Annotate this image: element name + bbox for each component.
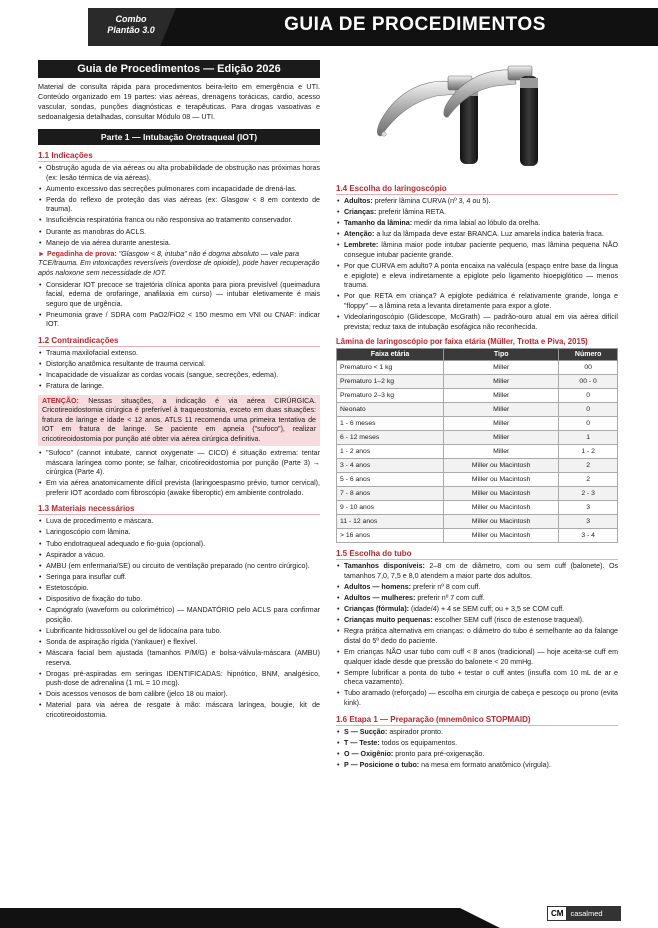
attention-label: ATENÇÃO:: [42, 396, 79, 405]
list-item-text: preferir lâmina CURVA (nº 3, 4 ou 5).: [372, 197, 491, 205]
table-cell: Miller: [444, 361, 559, 375]
table-cell: 0: [559, 403, 618, 417]
list-item: • Em via aérea anatomicamente difícil prevista (laringoespasmo prévio, tumor cervical), preferir IOT acordado com fibroscópio (awake fiberoptic) em ambiente controlado.: [38, 479, 320, 498]
table-cell: Miller ou Macintosh: [444, 501, 559, 515]
list-item: [336, 648, 618, 667]
list-item: • Lubrificante hidrossolúvel ou gel de lidocaína para tubo.: [38, 627, 320, 637]
logo-cm: CM: [548, 907, 566, 920]
section-heading: 1.2 Contraindicações: [38, 336, 119, 345]
list-item: • Fratura de laringe.: [38, 382, 320, 392]
table-cell: Miller: [444, 403, 559, 417]
attention-box: [38, 395, 320, 446]
list-item: • Perda do reflexo de proteção das vias aéreas (ex: Glasgow < 8 em contexto de trauma).: [38, 196, 320, 215]
list-item: [336, 208, 618, 218]
table-row: [337, 515, 618, 529]
list-item: • Aumento excessivo das secreções pulmonares com incapacidade de drená-las.: [38, 185, 320, 195]
table-header-cell: Faixa etária: [337, 349, 444, 361]
attention-text: Nessas situações, a indicação é via aérea CIRÚRGICA. Cricotireoidostomia cirúrgica é preferível à traqueostomia, exceto em duas situações: fratura de laringe e idade < 12 anos. ATLS 11 recomenda uma primeira tentativa de IOT em fratura de laringe. Se paciente em apneia ("sufoco"), realizar cricotireoidostomia por punção até obter via aérea cirúrgica definitiva.: [42, 396, 316, 443]
list-item-label: T — Teste:: [344, 738, 380, 747]
combo-line2: Plantão 3.0: [107, 25, 155, 35]
list-item-text: Sempre lubrificar a ponta do tubo + testar o cuff antes (insufla com 10 mL de ar e checa vazamento).: [344, 668, 618, 687]
list-item: [336, 594, 618, 604]
list-item: [336, 219, 618, 229]
section-heading: 1.1 Indicações: [38, 151, 93, 160]
list-item: • Capnógrafo (waveform ou colorimétrico) — MANDATÓRIO pelo ACLS para confirmar posição.: [38, 606, 320, 625]
list-item: • Estetoscópio.: [38, 584, 320, 594]
list-item: • Sonda de aspiração rígida (Yankauer) e flexível.: [38, 638, 320, 648]
table-cell: Neonato: [337, 403, 444, 417]
list-item: • Luva de procedimento e máscara.: [38, 517, 320, 527]
list-item-text: medir da rima labial ao lóbulo da orelha.: [412, 219, 541, 228]
table-cell: 2: [559, 473, 618, 487]
list-item: [336, 627, 618, 646]
tube-choice-list: [336, 562, 618, 708]
table-cell: 00: [559, 361, 618, 375]
combo-line1: Combo: [115, 14, 147, 24]
list-item: [336, 739, 618, 749]
list-item: • Distorção anatômica resultante de trauma cervical.: [38, 360, 320, 370]
table-cell: 0: [559, 417, 618, 431]
table-cell: 3: [559, 501, 618, 515]
indications-list: [38, 164, 320, 248]
table-cell: 3: [559, 515, 618, 529]
list-item: • AMBU (em enfermaria/SE) ou circuito de ventilação preparado (no centro cirúrgico).: [38, 562, 320, 572]
list-item-text: a luz da lâmpada deve estar BRANCA. Luz amarela indica bateria fraca.: [374, 230, 604, 239]
table-cell: Prematuro 1–2 kg: [337, 375, 444, 389]
list-item: • Considerar IOT precoce se trajetória clínica aponta para piora previsível (queimadura facial, edema de orofaringe, anafilaxia em curso) — intubar eletivamente é mais seguro que de urgência.: [38, 281, 320, 310]
table-cell: 3 - 4 anos: [337, 459, 444, 473]
table-row: [337, 375, 618, 389]
list-item: • Obstrução aguda de via aéreas ou alta probabilidade de obstrução nas próximas horas (ex: lesão térmica de via aéreas).: [38, 164, 320, 183]
list-item-text: na mesa em formato anatômico (vírgula).: [419, 760, 551, 769]
list-item-text: todos os equipamentos.: [379, 738, 458, 747]
table-cell: Miller ou Macintosh: [444, 487, 559, 501]
list-item-label: Lembrete:: [344, 241, 379, 250]
table-cell: Miller ou Macintosh: [444, 515, 559, 529]
list-item-text: preferir nº 8 com cuff.: [411, 582, 481, 591]
list-item: • Manejo de via aérea durante anestesia.: [38, 239, 320, 249]
laryngoscope-icon: [336, 60, 616, 178]
laryngoscope-choice-list: [336, 197, 618, 332]
preparation-list: [336, 728, 618, 771]
table-cell: Miller: [444, 375, 559, 389]
section-divider: [38, 514, 320, 515]
section-divider: [336, 725, 618, 726]
table-cell: 6 - 12 meses: [337, 431, 444, 445]
left-column: [38, 60, 320, 722]
combo-label: [96, 14, 166, 36]
table-cell: 2 - 3: [559, 487, 618, 501]
table-cell: 1 - 6 meses: [337, 417, 444, 431]
table-cell: Miller ou Macintosh: [444, 473, 559, 487]
table-header-cell: Tipo: [444, 349, 559, 361]
list-item: • Dispositivo de fixação do tubo.: [38, 595, 320, 605]
page-footer: [0, 902, 658, 928]
table-cell: 2: [559, 459, 618, 473]
list-item: • Trauma maxilofacial extenso.: [38, 349, 320, 359]
table-cell: Prematuro < 1 kg: [337, 361, 444, 375]
list-item-text: Videolaringoscópio (Glidescope, McGrath) — padrão-ouro atual em via aérea difícil prevista; reduz taxa de intubação esofágica não reconhecida.: [344, 313, 618, 331]
list-item-text: pronto para pré-oxigenação.: [393, 749, 485, 758]
list-item: [336, 583, 618, 593]
list-item-label: Crianças (fórmula):: [344, 605, 410, 614]
list-item-text: escolher SEM cuff (risco de estenose traqueal).: [432, 616, 584, 625]
section-divider: [38, 346, 320, 347]
table-row: [337, 459, 618, 473]
table-cell: 1 - 2: [559, 445, 618, 459]
table-cell: 7 - 8 anos: [337, 487, 444, 501]
exam-tip-text: "Glasgow < 8, intuba" não é dogma absoluto — vale para TCE/trauma. Em intoxicações reversíveis (overdose de opioide), pode haver recuperação após naloxone sem necessidade de IOT.: [38, 249, 320, 277]
laryngoscope-image: [336, 60, 616, 178]
section-heading: 1.3 Materiais necessários: [38, 504, 135, 514]
list-item-label: S — Sucção:: [344, 727, 388, 736]
list-item: • Drogas pré-aspiradas em seringas IDENTIFICADAS: hipnótico, BNM, analgésico, push-dose de adrenalina (1 mL = 10 mcg).: [38, 670, 320, 689]
table-body: [337, 361, 618, 543]
list-item: [336, 728, 618, 738]
table-cell: Miller: [444, 445, 559, 459]
table-row: [337, 361, 618, 375]
list-item-label: P — Posicione o tubo:: [344, 760, 420, 769]
list-item: • Seringa para insuflar cuff.: [38, 573, 320, 583]
list-item: [336, 605, 618, 615]
contraindications-list-extra: [38, 449, 320, 498]
brand-logo: [547, 906, 621, 921]
table-cell: 11 - 12 anos: [337, 515, 444, 529]
list-item: [336, 241, 618, 260]
list-item-text: Tubo aramado (reforçado) — escolha em cirurgia de cabeça e pescoço ou prono (evita kink).: [344, 689, 618, 707]
list-item: • Pneumonia grave / SDRA com PaO2/FiO2 < 150 mesmo em VNI ou CNAF: indicar IOT.: [38, 311, 320, 330]
list-item-text: Por que CURVA em adulto? A ponta encaixa na valécula (espaço entre base da língua e epiglote) e eleva indiretamente a epiglote pelo ligamento hioepiglótico — menos trauma.: [344, 262, 618, 290]
list-item: [336, 197, 618, 207]
list-item-label: Adultos — mulheres:: [344, 594, 416, 602]
list-item: [336, 761, 618, 771]
table-row: [337, 501, 618, 515]
list-item: [336, 669, 618, 688]
list-item-text: lâmina maior pode intubar paciente pequeno, mas lâmina pequena NÃO consegue intubar paciente grande.: [344, 241, 618, 259]
list-item-text: preferir nº 7 com cuff.: [415, 594, 485, 602]
blade-size-table: [336, 348, 618, 543]
exam-tip: [38, 250, 320, 279]
list-item: • Incapacidade de visualizar as cordas vocais (sangue, secreções, edema).: [38, 371, 320, 381]
header-title: GUIA DE PROCEDIMENTOS: [284, 14, 546, 35]
table-header-row: [337, 349, 618, 361]
right-column: [336, 60, 618, 772]
table-cell: Miller ou Macintosh: [444, 459, 559, 473]
list-item: • Máscara facial bem ajustada (tamanhos P/M/G) e bolsa-válvula-máscara (AMBU) reserva.: [38, 649, 320, 668]
footer-bar: [0, 908, 500, 928]
list-item: • Aspirador a vácuo.: [38, 551, 320, 561]
section-heading: 1.5 Escolha do tubo: [336, 549, 412, 559]
list-item: [336, 562, 618, 581]
list-item: [336, 616, 618, 626]
list-item-label: Crianças:: [344, 208, 377, 217]
table-row: [337, 445, 618, 459]
table-row: [337, 431, 618, 445]
section-heading: 1.4 Escolha do laringoscópio: [336, 184, 447, 193]
list-item: [336, 750, 618, 760]
list-item-text: (idade/4) + 4 se SEM cuff; ou + 3,5 se COM cuff.: [409, 605, 565, 614]
table-cell: 1: [559, 431, 618, 445]
table-cell: > 16 anos: [337, 529, 444, 543]
table-row: [337, 403, 618, 417]
doc-intro: Material de consulta rápida para procedimentos beira-leito em emergência e UTI. Conteúdo organizado em 19 partes: vias aéreas, drenagens torácicas, cardio, acesso vascular, sondas, punções diagnósticas e terapêuticas. Para drogas vasoativas e sedoanalgesia detalhadas, consultar Módulo 08 — UTI.: [38, 82, 320, 121]
table-row: [337, 417, 618, 431]
table-cell: Miller: [444, 431, 559, 445]
list-item: [336, 689, 618, 708]
exam-tip-label: ► Pegadinha de prova:: [38, 249, 117, 258]
list-item: • Dois acessos venosos de bom calibre (jelco 18 ou maior).: [38, 690, 320, 700]
list-item: [336, 262, 618, 291]
table-title: Lâmina de laringoscópio por faixa etária (Müller, Trotta e Piva, 2015): [336, 337, 588, 347]
list-item: • Material para via aérea de resgate à mão: máscara laríngea, bougie, kit de cricotireoidostomia.: [38, 701, 320, 720]
list-item-text: Por que RETA em criança? A epiglote pediátrica é relativamente grande, longa e "floppy" — a lâmina reta a levanta diretamente para expor a glote.: [344, 292, 618, 310]
table-row: [337, 473, 618, 487]
table-cell: 00 - 0: [559, 375, 618, 389]
page-header: [0, 0, 658, 50]
list-item: • Tubo endotraqueal adequado e fio-guia (opcional).: [38, 540, 320, 550]
list-item: • "Sufoco" (cannot intubate, cannot oxygenate — CICO) é situação extrema: tentar máscara laríngea como ponte; se falhar, cricotireoidostomia por punção (Parte 3) → cirúrgica (Parte 4).: [38, 449, 320, 478]
list-item-label: Crianças muito pequenas:: [344, 616, 433, 625]
list-item-label: Tamanho da lâmina:: [344, 219, 413, 228]
table-cell: 0: [559, 389, 618, 403]
section-divider: [336, 194, 618, 195]
table-cell: 3 - 4: [559, 529, 618, 543]
table-cell: Miller: [444, 389, 559, 403]
table-row: [337, 389, 618, 403]
list-item: • Laringoscópio com lâmina.: [38, 528, 320, 538]
logo-text: casalmed: [570, 909, 603, 918]
materials-list: [38, 517, 320, 720]
list-item-label: Tamanhos disponíveis:: [344, 562, 425, 571]
table-cell: Miller ou Macintosh: [444, 529, 559, 543]
table-header-cell: Número: [559, 349, 618, 361]
table-row: [337, 529, 618, 543]
section-heading: 1.6 Etapa 1 — Preparação (mnemônico STOPMAID): [336, 714, 531, 724]
list-item-label: O — Oxigênio:: [344, 749, 394, 758]
part-title: Parte 1 — Intubação Orotraqueal (IOT): [38, 129, 320, 145]
doc-title: Guia de Procedimentos — Edição 2026: [38, 60, 320, 78]
indications-list-extra: [38, 281, 320, 330]
list-item: • Durante as manobras do ACLS.: [38, 228, 320, 238]
list-item-label: Adultos — homens:: [344, 582, 411, 591]
list-item-label: Atenção:: [344, 230, 375, 239]
table-row: [337, 487, 618, 501]
list-item-text: 2–8 cm de diâmetro, com ou sem cuff (balonete). Os tamanhos 7,0, 7,5 e 8,0 atendem a maior parte dos adultos.: [344, 562, 619, 580]
list-item-text: Regra prática alternativa em crianças: o diâmetro do tubo é semelhante ao da falange distal do 5º dedo do paciente.: [344, 627, 618, 645]
contraindications-list: [38, 349, 320, 392]
section-divider: [336, 559, 618, 560]
list-item-text: aspirador pronto.: [387, 727, 443, 736]
list-item-text: Em crianças NÃO usar tubo com cuff < 8 anos (tradicional) — hoje aceita-se cuff em qualquer idade desde que pressão do balonete < 20 mmHg.: [344, 647, 618, 666]
table-cell: 1 - 2 anos: [337, 445, 444, 459]
table-cell: 5 - 6 anos: [337, 473, 444, 487]
table-cell: Prematuro 2–3 kg: [337, 389, 444, 403]
section-divider: [38, 161, 320, 162]
list-item: • Insuficiência respiratória franca ou não responsiva ao tratamento conservador.: [38, 216, 320, 226]
table-cell: 9 - 10 anos: [337, 501, 444, 515]
list-item: [336, 313, 618, 332]
list-item-text: preferir lâmina RETA.: [376, 208, 446, 217]
list-item: [336, 292, 618, 311]
list-item: [336, 230, 618, 240]
table-cell: Miller: [444, 417, 559, 431]
list-item-label: Adultos:: [344, 197, 373, 205]
